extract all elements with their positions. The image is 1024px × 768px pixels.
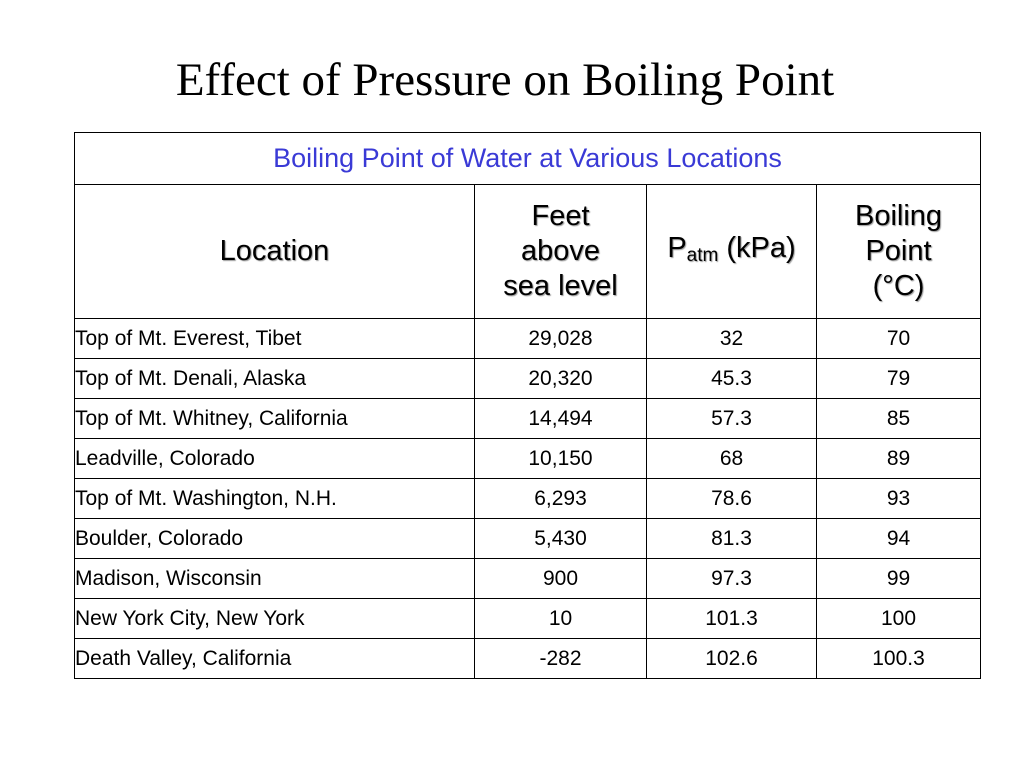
cell-location: Boulder, Colorado [75, 519, 475, 559]
cell-location: Top of Mt. Whitney, California [75, 399, 475, 439]
cell-location: Top of Mt. Denali, Alaska [75, 359, 475, 399]
slide-title: Effect of Pressure on Boiling Point [175, 54, 835, 106]
table-row [75, 359, 981, 399]
cell-location: Leadville, Colorado [75, 439, 475, 479]
cell-boiling-point: 79 [817, 359, 981, 399]
cell-patm: 45.3 [647, 359, 817, 399]
cell-feet: 10,150 [475, 439, 647, 479]
cell-location: Top of Mt. Everest, Tibet [75, 319, 475, 359]
cell-boiling-point: 100 [817, 599, 981, 639]
table-row [75, 519, 981, 559]
header-bp-line3: (°C) [872, 270, 925, 302]
cell-feet: 14,494 [475, 399, 647, 439]
boiling-point-table [74, 132, 981, 679]
table-caption-row [75, 133, 981, 185]
table-row [75, 399, 981, 439]
cell-patm: 57.3 [647, 399, 817, 439]
cell-boiling-point: 85 [817, 399, 981, 439]
cell-boiling-point: 99 [817, 559, 981, 599]
cell-boiling-point: 93 [817, 479, 981, 519]
cell-location: Top of Mt. Washington, N.H. [75, 479, 475, 519]
header-location [75, 185, 475, 319]
cell-patm: 68 [647, 439, 817, 479]
header-patm-unit: (kPa) [718, 231, 796, 264]
cell-location: Madison, Wisconsin [75, 559, 475, 599]
cell-patm: 81.3 [647, 519, 817, 559]
header-feet-line3: sea level [503, 270, 618, 302]
cell-feet: 10 [475, 599, 647, 639]
header-feet-line2: above [520, 235, 600, 267]
cell-patm: 32 [647, 319, 817, 359]
table-header-row [75, 185, 981, 319]
cell-feet: 29,028 [475, 319, 647, 359]
cell-boiling-point: 70 [817, 319, 981, 359]
header-bp-line1: Boiling [854, 200, 943, 232]
table-row [75, 479, 981, 519]
cell-feet: -282 [475, 639, 647, 679]
cell-patm: 102.6 [647, 639, 817, 679]
cell-patm: 97.3 [647, 559, 817, 599]
cell-boiling-point: 89 [817, 439, 981, 479]
header-patm-sub: atm [686, 244, 719, 266]
header-boiling-point [817, 185, 981, 319]
table-row [75, 439, 981, 479]
header-patm-main: P [667, 231, 687, 264]
header-feet [475, 185, 647, 319]
table-row [75, 319, 981, 359]
cell-location: New York City, New York [75, 599, 475, 639]
header-feet-line1: Feet [531, 200, 590, 232]
header-patm [647, 185, 817, 319]
cell-feet: 6,293 [475, 479, 647, 519]
cell-feet: 20,320 [475, 359, 647, 399]
cell-location: Death Valley, California [75, 639, 475, 679]
header-bp-line2: Point [865, 235, 932, 267]
table-row [75, 559, 981, 599]
cell-patm: 101.3 [647, 599, 817, 639]
cell-feet: 5,430 [475, 519, 647, 559]
header-location-label: Location [219, 235, 330, 267]
cell-feet: 900 [475, 559, 647, 599]
cell-boiling-point: 94 [817, 519, 981, 559]
cell-patm: 78.6 [647, 479, 817, 519]
table-row [75, 599, 981, 639]
cell-boiling-point: 100.3 [817, 639, 981, 679]
table-row [75, 639, 981, 679]
table-caption: Boiling Point of Water at Various Locations [75, 133, 981, 185]
